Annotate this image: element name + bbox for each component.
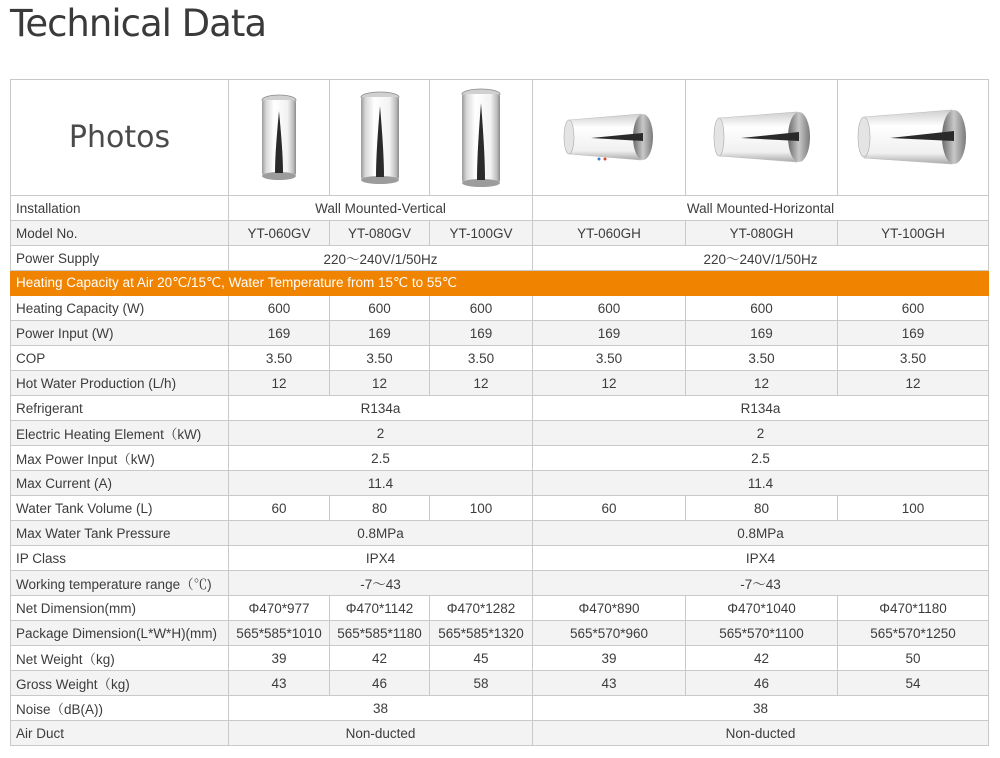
table-cell: YT-100GH <box>838 221 989 246</box>
row-label: Power Input (W) <box>11 321 229 346</box>
table-row-noise <box>11 696 989 721</box>
table-cell: 2.5 <box>533 446 989 471</box>
table-row-installation <box>11 196 989 221</box>
table-row-cop <box>11 346 989 371</box>
row-label: Max Current (A) <box>11 471 229 496</box>
table-cell: 38 <box>533 696 989 721</box>
photos-label: Photos <box>11 80 229 196</box>
table-cell: -7～43 <box>533 571 989 596</box>
row-label: Heating Capacity (W) <box>11 296 229 321</box>
photos-row <box>11 80 989 196</box>
table-row-power-input <box>11 321 989 346</box>
table-row-net-weight <box>11 646 989 671</box>
table-cell: 0.8MPa <box>533 521 989 546</box>
table-row-max-current <box>11 471 989 496</box>
table-row-gross-weight <box>11 671 989 696</box>
table-cell: 12 <box>430 371 533 396</box>
table-cell: 50 <box>838 646 989 671</box>
table-cell: 12 <box>533 371 686 396</box>
table-cell: 169 <box>686 321 838 346</box>
table-cell: 565*570*1250 <box>838 621 989 646</box>
row-label: Electric Heating Element（kW) <box>11 421 229 446</box>
table-cell: 3.50 <box>838 346 989 371</box>
table-cell: YT-100GV <box>430 221 533 246</box>
table-cell: 100 <box>838 496 989 521</box>
table-cell: 600 <box>229 296 330 321</box>
table-cell: 2 <box>533 421 989 446</box>
table-cell: 600 <box>330 296 430 321</box>
table-cell: 80 <box>330 496 430 521</box>
table-cell: R134a <box>229 396 533 421</box>
table-cell: 2 <box>229 421 533 446</box>
row-label: Net Dimension(mm) <box>11 596 229 621</box>
table-cell: 2.5 <box>229 446 533 471</box>
table-cell: 3.50 <box>686 346 838 371</box>
row-label: Working temperature range（℃) <box>11 571 229 596</box>
table-cell: YT-080GV <box>330 221 430 246</box>
table-cell: 12 <box>838 371 989 396</box>
row-label: Installation <box>11 196 229 221</box>
table-row-electric-heating <box>11 421 989 446</box>
table-cell: 600 <box>686 296 838 321</box>
table-row-air-duct <box>11 721 989 746</box>
table-cell: Φ470*1282 <box>430 596 533 621</box>
table-row-max-power-input <box>11 446 989 471</box>
table-row-working-temp <box>11 571 989 596</box>
table-cell: Non-ducted <box>229 721 533 746</box>
table-cell: 12 <box>229 371 330 396</box>
table-cell: 169 <box>330 321 430 346</box>
page-title: Technical Data <box>10 2 267 45</box>
table-cell: 60 <box>533 496 686 521</box>
table-cell: 11.4 <box>229 471 533 496</box>
table-cell: Φ470*1180 <box>838 596 989 621</box>
table-cell: 565*570*1100 <box>686 621 838 646</box>
table-cell: 39 <box>533 646 686 671</box>
horizontal-water-heater-60-image <box>533 80 686 196</box>
table-cell: 11.4 <box>533 471 989 496</box>
table-cell: Φ470*1142 <box>330 596 430 621</box>
table-cell: IPX4 <box>533 546 989 571</box>
row-label: Noise（dB(A)) <box>11 696 229 721</box>
table-row-refrigerant <box>11 396 989 421</box>
table-cell: YT-080GH <box>686 221 838 246</box>
horizontal-water-heater-80-image <box>686 80 838 196</box>
table-cell: 100 <box>430 496 533 521</box>
row-label: Model No. <box>11 221 229 246</box>
table-cell: 46 <box>686 671 838 696</box>
table-cell: 169 <box>533 321 686 346</box>
table-cell: 565*585*1320 <box>430 621 533 646</box>
row-label: Refrigerant <box>11 396 229 421</box>
table-cell: 39 <box>229 646 330 671</box>
table-cell: 600 <box>533 296 686 321</box>
table-cell: R134a <box>533 396 989 421</box>
table-cell: 565*585*1180 <box>330 621 430 646</box>
table-cell: 600 <box>838 296 989 321</box>
installation-vertical: Wall Mounted-Vertical <box>229 196 533 221</box>
row-label: Gross Weight（kg) <box>11 671 229 696</box>
section-heading: Heating Capacity at Air 20℃/15℃, Water Temperature from 15℃ to 55℃ <box>11 271 989 296</box>
table-cell: Φ470*1040 <box>686 596 838 621</box>
table-row-power-supply <box>11 246 989 271</box>
row-label: Hot Water Production (L/h) <box>11 371 229 396</box>
table-cell: 60 <box>229 496 330 521</box>
table-cell: Non-ducted <box>533 721 989 746</box>
table-cell: 42 <box>686 646 838 671</box>
table-row-hot-water <box>11 371 989 396</box>
table-row-tank-pressure <box>11 521 989 546</box>
row-label: COP <box>11 346 229 371</box>
table-cell: 38 <box>229 696 533 721</box>
table-row-net-dimension <box>11 596 989 621</box>
table-row-package-dimension <box>11 621 989 646</box>
table-cell: 220～240V/1/50Hz <box>533 246 989 271</box>
table-cell: 3.50 <box>330 346 430 371</box>
table-cell: 169 <box>838 321 989 346</box>
table-cell: 169 <box>229 321 330 346</box>
table-cell: 3.50 <box>533 346 686 371</box>
row-label: Package Dimension(L*W*H)(mm) <box>11 621 229 646</box>
row-label: Max Power Input（kW) <box>11 446 229 471</box>
table-cell: Φ470*890 <box>533 596 686 621</box>
table-cell: 12 <box>686 371 838 396</box>
table-row-tank-volume <box>11 496 989 521</box>
table-row-model <box>11 221 989 246</box>
table-cell: 565*570*960 <box>533 621 686 646</box>
row-label: Water Tank Volume (L) <box>11 496 229 521</box>
row-label: Net Weight（kg) <box>11 646 229 671</box>
table-cell: 565*585*1010 <box>229 621 330 646</box>
table-row-heating-capacity <box>11 296 989 321</box>
table-cell: 46 <box>330 671 430 696</box>
table-cell: 42 <box>330 646 430 671</box>
table-cell: YT-060GV <box>229 221 330 246</box>
section-heading-row <box>11 271 989 296</box>
horizontal-water-heater-100-image <box>838 80 989 196</box>
vertical-water-heater-100-image <box>430 80 533 196</box>
table-row-ip-class <box>11 546 989 571</box>
table-cell: 3.50 <box>430 346 533 371</box>
vertical-water-heater-60-image <box>229 80 330 196</box>
row-label: IP Class <box>11 546 229 571</box>
table-cell: 12 <box>330 371 430 396</box>
table-cell: 54 <box>838 671 989 696</box>
table-cell: 0.8MPa <box>229 521 533 546</box>
table-cell: -7～43 <box>229 571 533 596</box>
row-label: Max Water Tank Pressure <box>11 521 229 546</box>
installation-horizontal: Wall Mounted-Horizontal <box>533 196 989 221</box>
row-label: Power Supply <box>11 246 229 271</box>
table-cell: 600 <box>430 296 533 321</box>
table-cell: 3.50 <box>229 346 330 371</box>
table-cell: 58 <box>430 671 533 696</box>
table-cell: 220～240V/1/50Hz <box>229 246 533 271</box>
table-cell: 43 <box>533 671 686 696</box>
vertical-water-heater-80-image <box>330 80 430 196</box>
table-cell: 169 <box>430 321 533 346</box>
table-cell: Φ470*977 <box>229 596 330 621</box>
table-cell: YT-060GH <box>533 221 686 246</box>
table-cell: 80 <box>686 496 838 521</box>
table-cell: IPX4 <box>229 546 533 571</box>
table-cell: 45 <box>430 646 533 671</box>
technical-data-table <box>10 79 989 746</box>
row-label: Air Duct <box>11 721 229 746</box>
table-cell: 43 <box>229 671 330 696</box>
